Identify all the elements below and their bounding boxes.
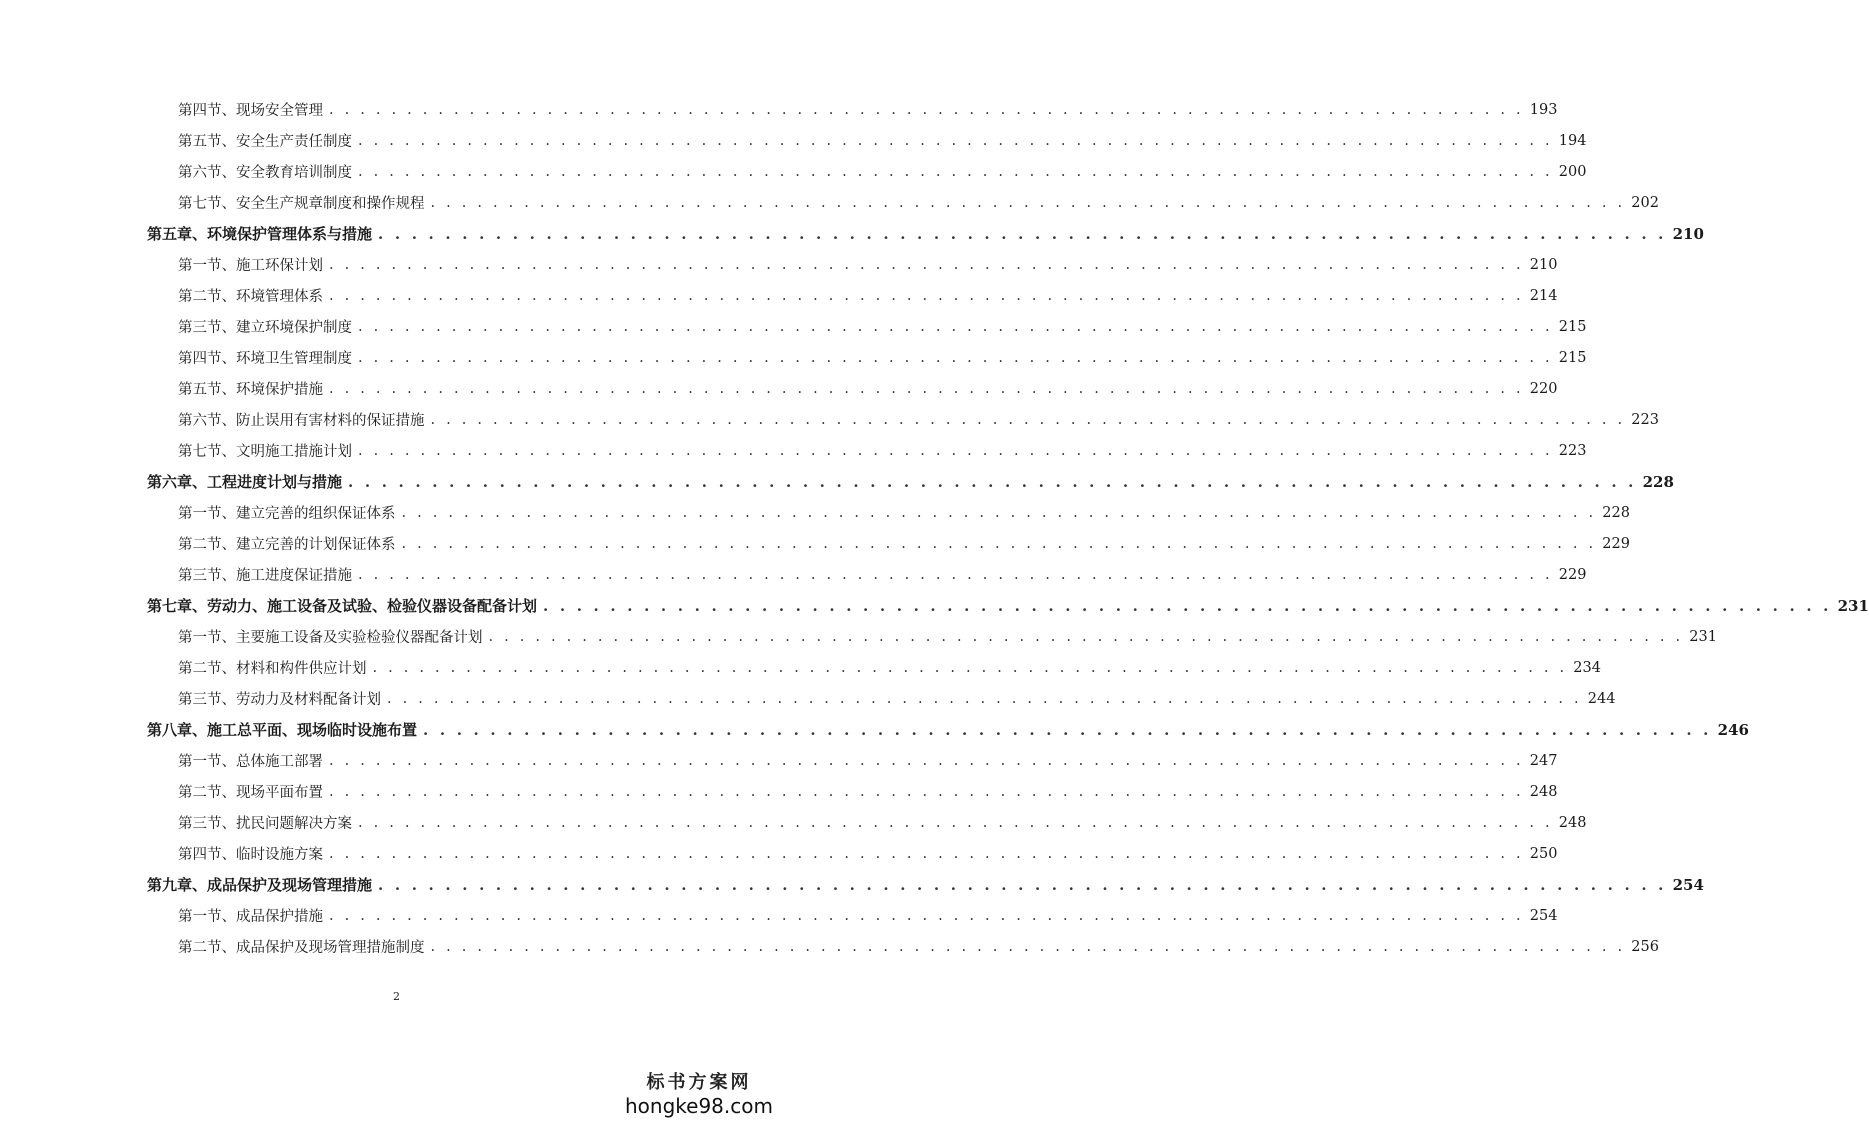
toc-entry-page: 231	[1689, 628, 1717, 645]
toc-entry-title: 第二节、材料和构件供应计划	[178, 661, 367, 677]
dot-leader: . . . . . . . . . . . . . . . . . . . . . . . . . . . . . . . . . . . . . . . . . . . . . . . . . . . . . . . . . . . . . . . . . . . . . . . . . . . . .	[387, 690, 1582, 707]
toc-section-entry	[178, 125, 1587, 156]
dot-leader: . . . . . . . . . . . . . . . . . . . . . . . . . . . . . . . . . . . . . . . . . . . . . . . . . . . . . . . . . . . . . . . . . . . . . . . . . . . . .	[329, 287, 1524, 304]
dot-leader: . . . . . . . . . . . . . . . . . . . . . . . . . . . . . . . . . . . . . . . . . . . . . . . . . . . . . . . . . . . . . . . . . . . . . . . . . . . . .	[329, 752, 1524, 769]
toc-entry-page: 229	[1558, 566, 1587, 583]
toc-entry-page: 223	[1558, 442, 1587, 459]
toc-section-entry	[178, 497, 1630, 528]
toc-entry-page: 250	[1529, 845, 1558, 862]
toc-entry-title: 第二节、环境管理体系	[178, 289, 323, 305]
toc-section-entry	[178, 652, 1601, 683]
toc-section-entry	[178, 838, 1558, 869]
toc-entry-title: 第九章、成品保护及现场管理措施	[147, 876, 373, 894]
dot-leader: . . . . . . . . . . . . . . . . . . . . . . . . . . . . . . . . . . . . . . . . . . . . . . . . . . . . . . . . . . . . . . . . . . . . . . . . . . . . .	[329, 845, 1524, 862]
toc-section-entry	[178, 776, 1558, 807]
toc-section-entry	[178, 342, 1587, 373]
dot-leader: . . . . . . . . . . . . . . . . . . . . . . . . . . . . . . . . . . . . . . . . . . . . . . . . . . . . . . . . . . . . . . . . . . . . . . . . . . . . .	[358, 349, 1553, 366]
dot-leader: . . . . . . . . . . . . . . . . . . . . . . . . . . . . . . . . . . . . . . . . . . . . . . . . . . . . . . . . . . . . . . . . . . . . . . . . . . . . .	[378, 875, 1667, 894]
toc-entry-page: 254	[1529, 907, 1558, 924]
dot-leader: . . . . . . . . . . . . . . . . . . . . . . . . . . . . . . . . . . . . . . . . . . . . . . . . . . . . . . . . . . . . . . . . . . . . . . . . . . . . .	[358, 442, 1553, 459]
toc-entry-page: 223	[1631, 411, 1659, 428]
toc-chapter-entry	[147, 218, 1704, 249]
toc-entry-page: 231	[1837, 596, 1869, 615]
toc-entry-page: 202	[1631, 194, 1659, 211]
toc-section-entry	[178, 528, 1630, 559]
dot-leader: . . . . . . . . . . . . . . . . . . . . . . . . . . . . . . . . . . . . . . . . . . . . . . . . . . . . . . . . . . . . . . . . . . . . . . . . . . . . .	[348, 472, 1637, 491]
toc-entry-title: 第四节、环境卫生管理制度	[178, 351, 352, 367]
toc-entry-title: 第七节、文明施工措施计划	[178, 444, 352, 460]
toc-entry-page: 246	[1717, 720, 1749, 739]
toc-entry-title: 第一节、施工环保计划	[178, 258, 323, 274]
toc-section-entry	[178, 94, 1558, 125]
toc-section-entry	[178, 435, 1587, 466]
toc-entry-title: 第二节、成品保护及现场管理措施制度	[178, 940, 425, 956]
toc-entry-title: 第三节、劳动力及材料配备计划	[178, 692, 381, 708]
dot-leader: . . . . . . . . . . . . . . . . . . . . . . . . . . . . . . . . . . . . . . . . . . . . . . . . . . . . . . . . . . . . . . . . . . . . . . . . . . . . .	[358, 566, 1553, 583]
toc-entry-title: 第四节、现场安全管理	[178, 103, 323, 119]
toc-section-entry	[178, 683, 1616, 714]
toc-entry-page: 256	[1631, 938, 1659, 955]
toc-entry-page: 215	[1558, 318, 1587, 335]
toc-entry-title: 第三节、建立环境保护制度	[178, 320, 352, 336]
toc-section-entry	[178, 156, 1587, 187]
toc-entry-page: 228	[1602, 504, 1630, 521]
watermark-name: 标书方案网	[646, 1072, 752, 1093]
toc-entry-title: 第一节、建立完善的组织保证体系	[178, 506, 396, 522]
toc-section-entry	[178, 373, 1558, 404]
toc-entry-page: 214	[1529, 287, 1558, 304]
toc-entry-title: 第一节、成品保护措施	[178, 909, 323, 925]
toc-entry-page: 194	[1558, 132, 1587, 149]
dot-leader: . . . . . . . . . . . . . . . . . . . . . . . . . . . . . . . . . . . . . . . . . . . . . . . . . . . . . . . . . . . . . . . . . . . . . . . . . . . . .	[378, 224, 1667, 243]
toc-entry-title: 第二节、建立完善的计划保证体系	[178, 537, 396, 553]
toc-entry-title: 第五章、环境保护管理体系与措施	[147, 225, 373, 243]
toc-section-entry	[178, 311, 1587, 342]
toc-section-entry	[178, 187, 1659, 218]
toc-entry-title: 第五节、环境保护措施	[178, 382, 323, 398]
toc-chapter-entry	[147, 714, 1749, 745]
dot-leader: . . . . . . . . . . . . . . . . . . . . . . . . . . . . . . . . . . . . . . . . . . . . . . . . . . . . . . . . . . . . . . . . . . . . . . . . . . . . .	[329, 907, 1524, 924]
dot-leader: . . . . . . . . . . . . . . . . . . . . . . . . . . . . . . . . . . . . . . . . . . . . . . . . . . . . . . . . . . . . . . . . . . . . . . . . . . . . .	[488, 628, 1684, 645]
toc-section-entry	[178, 404, 1659, 435]
toc-chapter-entry	[147, 466, 1674, 497]
dot-leader: . . . . . . . . . . . . . . . . . . . . . . . . . . . . . . . . . . . . . . . . . . . . . . . . . . . . . . . . . . . . . . . . . . . . . . . . . . . . .	[543, 596, 1832, 615]
toc-section-entry	[178, 249, 1558, 280]
toc-entry-title: 第八章、施工总平面、现场临时设施布置	[147, 721, 418, 739]
dot-leader: . . . . . . . . . . . . . . . . . . . . . . . . . . . . . . . . . . . . . . . . . . . . . . . . . . . . . . . . . . . . . . . . . . . . . . . . . . . . .	[358, 163, 1553, 180]
dot-leader: . . . . . . . . . . . . . . . . . . . . . . . . . . . . . . . . . . . . . . . . . . . . . . . . . . . . . . . . . . . . . . . . . . . . . . . . . . . . .	[401, 535, 1597, 552]
toc-entry-title: 第三节、扰民问题解决方案	[178, 816, 352, 832]
toc-entry-page: 247	[1529, 752, 1558, 769]
toc-entry-title: 第一节、总体施工部署	[178, 754, 323, 770]
toc-chapter-entry	[147, 590, 1869, 621]
toc-section-entry	[178, 559, 1587, 590]
toc-entry-title: 第六节、防止误用有害材料的保证措施	[178, 413, 425, 429]
toc-section-entry	[178, 280, 1558, 311]
dot-leader: . . . . . . . . . . . . . . . . . . . . . . . . . . . . . . . . . . . . . . . . . . . . . . . . . . . . . . . . . . . . . . . . . . . . . . . . . . . . .	[372, 659, 1568, 676]
toc-entry-page: 229	[1602, 535, 1630, 552]
toc-chapter-entry	[147, 869, 1704, 900]
toc-section-entry	[178, 745, 1558, 776]
dot-leader: . . . . . . . . . . . . . . . . . . . . . . . . . . . . . . . . . . . . . . . . . . . . . . . . . . . . . . . . . . . . . . . . . . . . . . . . . . . . .	[430, 411, 1626, 428]
dot-leader: . . . . . . . . . . . . . . . . . . . . . . . . . . . . . . . . . . . . . . . . . . . . . . . . . . . . . . . . . . . . . . . . . . . . . . . . . . . . .	[358, 318, 1553, 335]
toc-entry-title: 第七节、安全生产规章制度和操作规程	[178, 196, 425, 212]
toc-entry-page: 234	[1573, 659, 1601, 676]
toc-entry-title: 第七章、劳动力、施工设备及试验、检验仪器设备配备计划	[147, 597, 538, 615]
dot-leader: . . . . . . . . . . . . . . . . . . . . . . . . . . . . . . . . . . . . . . . . . . . . . . . . . . . . . . . . . . . . . . . . . . . . . . . . . . . . .	[430, 938, 1626, 955]
dot-leader: . . . . . . . . . . . . . . . . . . . . . . . . . . . . . . . . . . . . . . . . . . . . . . . . . . . . . . . . . . . . . . . . . . . . . . . . . . . . .	[358, 814, 1553, 831]
toc-section-entry	[178, 900, 1558, 931]
toc-entry-title: 第六章、工程进度计划与措施	[147, 473, 343, 491]
toc-section-entry	[178, 621, 1717, 652]
dot-leader: . . . . . . . . . . . . . . . . . . . . . . . . . . . . . . . . . . . . . . . . . . . . . . . . . . . . . . . . . . . . . . . . . . . . . . . . . . . . .	[329, 101, 1524, 118]
watermark-logo	[619, 1068, 779, 1118]
toc-entry-page: 210	[1672, 224, 1704, 243]
toc-entry-title: 第三节、施工进度保证措施	[178, 568, 352, 584]
toc-entry-page: 248	[1558, 814, 1587, 831]
toc-entry-page: 220	[1529, 380, 1558, 397]
toc-section-entry	[178, 931, 1659, 962]
toc-entry-page: 193	[1529, 101, 1558, 118]
toc-entry-page: 244	[1587, 690, 1616, 707]
toc-entry-page: 248	[1529, 783, 1558, 800]
dot-leader: . . . . . . . . . . . . . . . . . . . . . . . . . . . . . . . . . . . . . . . . . . . . . . . . . . . . . . . . . . . . . . . . . . . . . . . . . . . . .	[329, 380, 1524, 397]
toc-entry-title: 第四节、临时设施方案	[178, 847, 323, 863]
toc-entry-title: 第二节、现场平面布置	[178, 785, 323, 801]
toc-entry-title: 第一节、主要施工设备及实验检验仪器配备计划	[178, 630, 483, 646]
toc-entry-title: 第五节、安全生产责任制度	[178, 134, 352, 150]
dot-leader: . . . . . . . . . . . . . . . . . . . . . . . . . . . . . . . . . . . . . . . . . . . . . . . . . . . . . . . . . . . . . . . . . . . . . . . . . . . . .	[423, 720, 1712, 739]
dot-leader: . . . . . . . . . . . . . . . . . . . . . . . . . . . . . . . . . . . . . . . . . . . . . . . . . . . . . . . . . . . . . . . . . . . . . . . . . . . . .	[401, 504, 1597, 521]
watermark-url: hongke98.com	[625, 1094, 773, 1118]
toc-entry-title: 第六节、安全教育培训制度	[178, 165, 352, 181]
dot-leader: . . . . . . . . . . . . . . . . . . . . . . . . . . . . . . . . . . . . . . . . . . . . . . . . . . . . . . . . . . . . . . . . . . . . . . . . . . . . .	[329, 256, 1524, 273]
toc-entry-page: 228	[1642, 472, 1674, 491]
toc-entry-page: 210	[1529, 256, 1558, 273]
dot-leader: . . . . . . . . . . . . . . . . . . . . . . . . . . . . . . . . . . . . . . . . . . . . . . . . . . . . . . . . . . . . . . . . . . . . . . . . . . . . .	[430, 194, 1626, 211]
toc-section-entry	[178, 807, 1587, 838]
toc-entry-page: 215	[1558, 349, 1587, 366]
dot-leader: . . . . . . . . . . . . . . . . . . . . . . . . . . . . . . . . . . . . . . . . . . . . . . . . . . . . . . . . . . . . . . . . . . . . . . . . . . . . .	[329, 783, 1524, 800]
toc-entry-page: 254	[1672, 875, 1704, 894]
dot-leader: . . . . . . . . . . . . . . . . . . . . . . . . . . . . . . . . . . . . . . . . . . . . . . . . . . . . . . . . . . . . . . . . . . . . . . . . . . . . .	[358, 132, 1553, 149]
page-number: 2	[393, 990, 400, 1003]
toc-entry-page: 200	[1558, 163, 1587, 180]
